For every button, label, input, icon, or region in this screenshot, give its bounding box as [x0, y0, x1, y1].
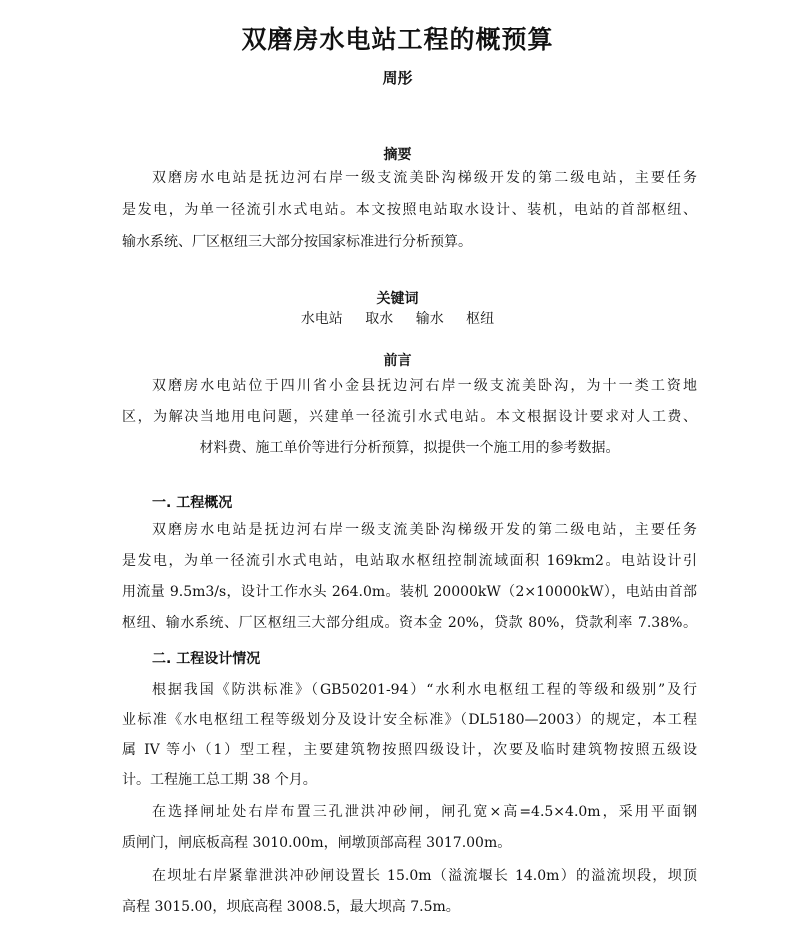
- section-heading: 二. 工程设计情况: [152, 651, 261, 667]
- section2-line: 在坝址右岸紧靠泄洪冲砂闸设置长 15.0m（溢流堰长 14.0m）的溢流坝段，坝顶: [152, 868, 697, 884]
- section2-line: 质闸门，闸底板高程 3010.00m，闸墩顶部高程 3017.00m。: [122, 835, 512, 851]
- section2-line: 根据我国《防洪标准》（GB50201-94）“水利水电枢纽工程的等级和级别”及行: [152, 682, 697, 698]
- abstract-line: 双磨房水电站是抚边河右岸一级支流美卧沟梯级开发的第二级电站，主要任务: [152, 170, 697, 186]
- keyword: 取水: [365, 311, 394, 327]
- keywords-list: [0, 308, 795, 328]
- section2-line: 在选择闸址处右岸布置三孔泄洪冲砂闸，闸孔宽×高=4.5×4.0m，采用平面钢: [152, 804, 697, 820]
- preface-line: 双磨房水电站位于四川省小金县抚边河右岸一级支流美卧沟，为十一类工资地: [152, 378, 697, 394]
- keywords-heading: 关键词: [376, 291, 419, 307]
- abstract-heading: 摘要: [383, 147, 412, 163]
- section2-line: 高程 3015.00，坝底高程 3008.5，最大坝高 7.5m。: [122, 899, 460, 915]
- preface-line: 区，为解决当地用电问题，兴建单一径流引水式电站。本文根据设计要求对人工费、: [122, 409, 697, 425]
- abstract-line: 是发电，为单一径流引水式电站。本文按照电站取水设计、装机，电站的首部枢纽、: [122, 202, 697, 218]
- section-heading: 一. 工程概况: [152, 495, 233, 511]
- section1-line: 双磨房水电站是抚边河右岸一级支流美卧沟梯级开发的第二级电站，主要任务: [152, 522, 697, 538]
- section1-line: 用流量 9.5m3/s，设计工作水头 264.0m。装机 20000kW（2×10000kW），电站由首部: [122, 584, 697, 600]
- preface-line: 材料费、施工单价等进行分析预算，拟提供一个施工用的参考数据。: [199, 440, 620, 456]
- keyword: 水电站: [300, 311, 343, 327]
- paper-title: 双磨房水电站工程的概预算: [241, 25, 554, 54]
- keyword: 枢纽: [466, 311, 495, 327]
- section2-line: 业标准《水电枢纽工程等级划分及设计安全标准》（DL5180—2003）的规定，本工程: [122, 712, 697, 728]
- preface-heading: 前言: [383, 353, 412, 369]
- keyword: 输水: [415, 311, 444, 327]
- abstract-line: 输水系统、厂区枢纽三大部分按国家标准进行分析预算。: [122, 234, 472, 250]
- section2-line: 计。工程施工总工期 38 个月。: [122, 772, 317, 788]
- section2-line: 属 IV 等小（1）型工程，主要建筑物按照四级设计，次要及临时建筑物按照五级设: [122, 742, 697, 758]
- paper-author: 周彤: [382, 69, 413, 87]
- section1-line: 是发电，为单一径流引水式电站，电站取水枢纽控制流域面积 169km2。电站设计引: [122, 553, 697, 569]
- section1-line: 枢纽、输水系统、厂区枢纽三大部分组成。资本金 20%，贷款 80%，贷款利率 7.38%。: [122, 615, 697, 631]
